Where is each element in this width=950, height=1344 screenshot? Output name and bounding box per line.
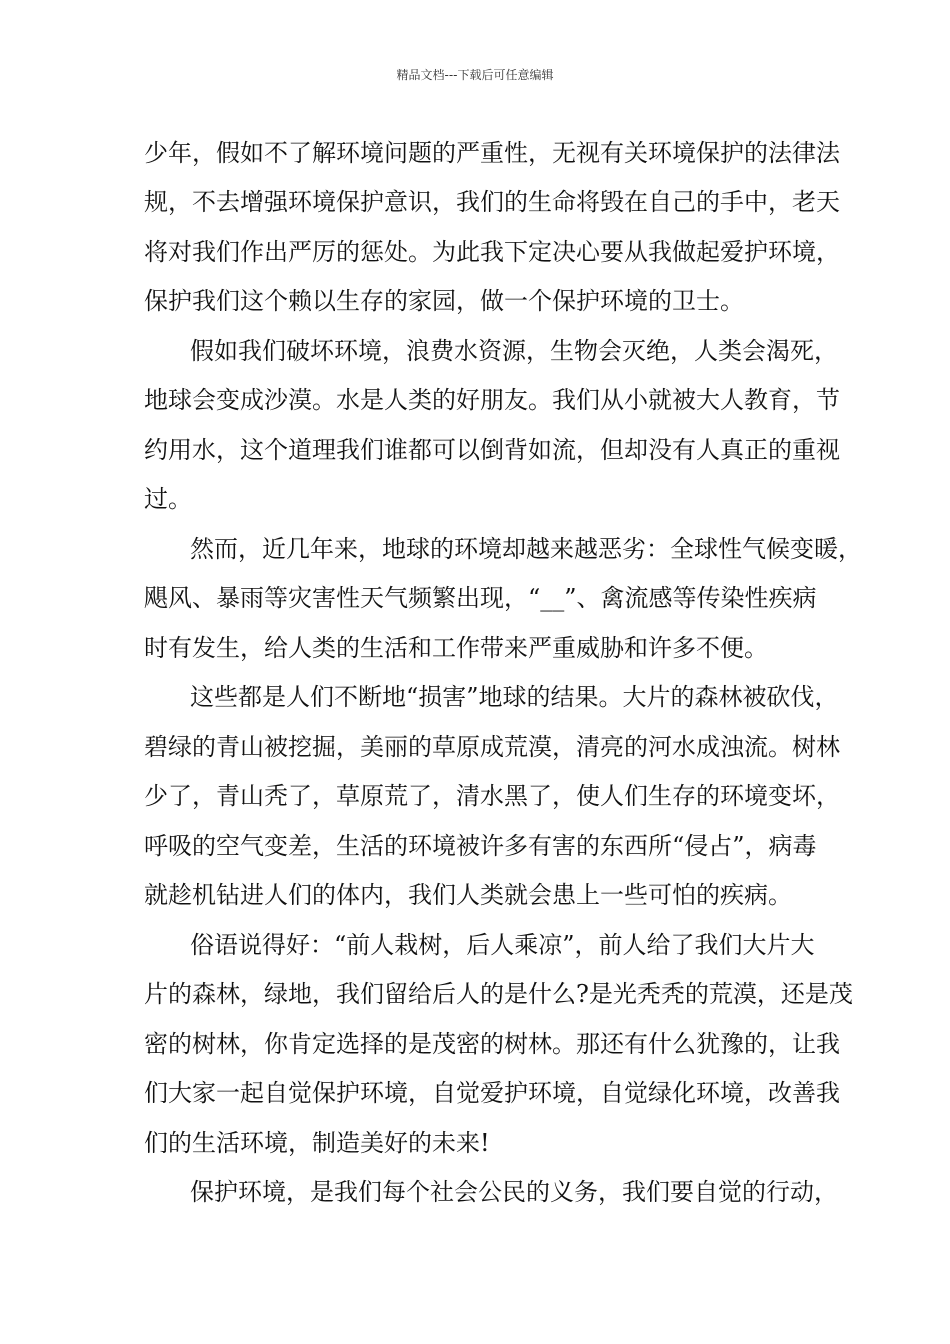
text-line: 片的森林，绿地，我们留给后人的是什么?是光秃秃的荒漠，还是茂 bbox=[144, 980, 853, 1008]
text-line: 这些都是人们不断地“损害”地球的结果。大片的森林被砍伐， bbox=[190, 683, 839, 711]
page-header: 精品文档---下载后可任意编辑 bbox=[396, 68, 554, 82]
text-line: 碧绿的青山被挖掘，美丽的草原成荒漠，清亮的河水成浊流。树林 bbox=[144, 733, 840, 761]
text-line: 然而，近几年来，地球的环境却越来越恶劣：全球性气候变暖， bbox=[190, 535, 862, 563]
text-line: 时有发生，给人类的生活和工作带来严重威胁和许多不便。 bbox=[144, 634, 768, 662]
text-line: 假如我们破坏环境，浪费水资源，生物会灭绝，人类会渴死， bbox=[190, 337, 838, 365]
text-line: 过。 bbox=[144, 485, 192, 513]
text-line: 地球会变成沙漠。水是人类的好朋友。我们从小就被大人教育，节 bbox=[144, 386, 840, 414]
text-line: 约用水，这个道理我们谁都可以倒背如流，但却没有人真正的重视 bbox=[144, 436, 840, 464]
text-line: 密的树林，你肯定选择的是茂密的树林。那还有什么犹豫的，让我 bbox=[144, 1030, 840, 1058]
text-line: 保护我们这个赖以生存的家园，做一个保护环境的卫士。 bbox=[144, 287, 744, 315]
text-line: 就趁机钻进人们的体内，我们人类就会患上一些可怕的疾病。 bbox=[144, 881, 792, 909]
text-line: 保护环境，是我们每个社会公民的义务，我们要自觉的行动， bbox=[190, 1178, 838, 1206]
text-line: 少了，青山秃了，草原荒了，清水黑了，使人们生存的环境变坏， bbox=[144, 782, 840, 810]
text-line: 规，不去增强环境保护意识，我们的生命将毁在自己的手中，老天 bbox=[144, 188, 840, 216]
text-line: 飓风、暴雨等灾害性天气频繁出现，“__”、禽流感等传染性疾病 bbox=[144, 584, 817, 612]
text-line: 们的生活环境，制造美好的未来! bbox=[144, 1129, 490, 1157]
text-line: 俗语说得好：“前人栽树，后人乘凉”，前人给了我们大片大 bbox=[190, 931, 815, 959]
text-line: 将对我们作出严厉的惩处。为此我下定决心要从我做起爱护环境， bbox=[144, 238, 840, 266]
text-line: 少年，假如不了解环境问题的严重性，无视有关环境保护的法律法 bbox=[144, 139, 840, 167]
text-line: 呼吸的空气变差，生活的环境被许多有害的东西所“侵占”，病毒 bbox=[144, 832, 817, 860]
text-line: 们大家一起自觉保护环境，自觉爱护环境，自觉绿化环境，改善我 bbox=[144, 1079, 840, 1107]
